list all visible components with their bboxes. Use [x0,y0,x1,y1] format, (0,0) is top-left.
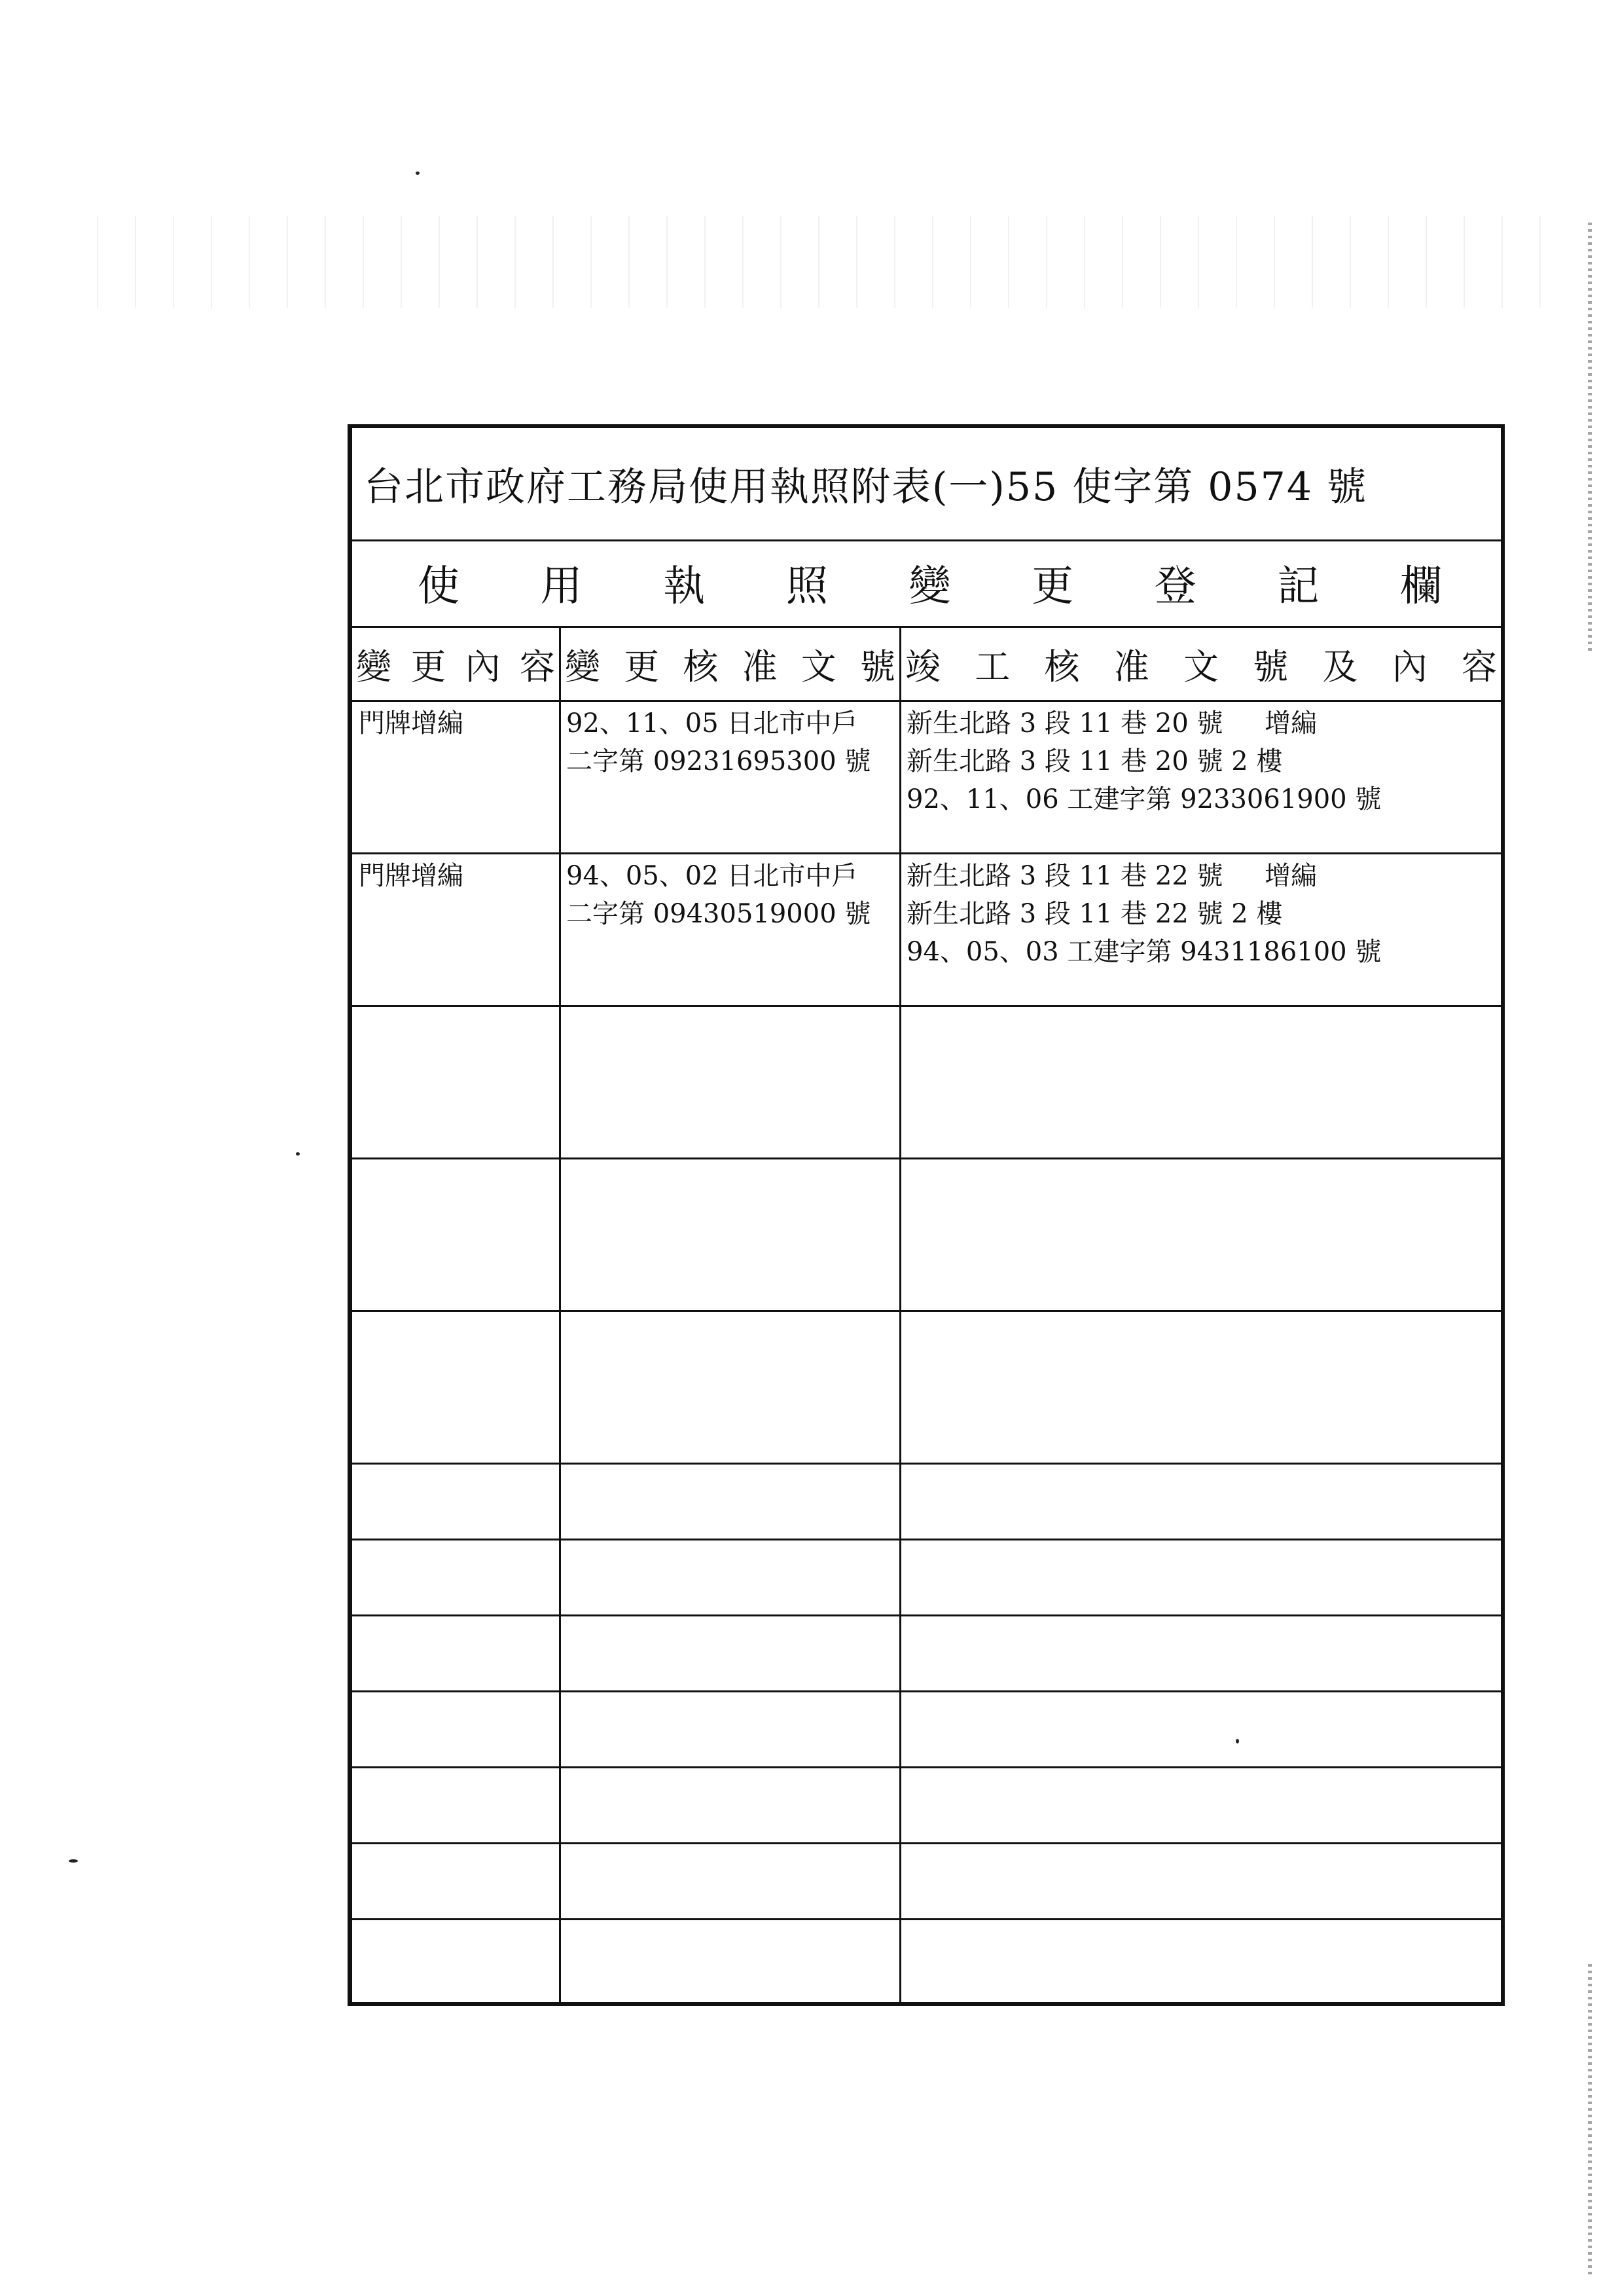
change-registration-banner [352,539,1501,628]
text-line: 94、05、03 工建字第 9431186100 號 [907,937,1382,967]
change-record-table [352,628,1501,2002]
banner-char: 照 [785,562,828,611]
scan-speck [296,1152,300,1156]
entry-completion-content [901,854,1501,1005]
entry-approval-number [561,854,899,1005]
text-line: 92、11、05 日北市中戶 [566,708,858,738]
text-line: 二字第 09231695300 號 [566,746,871,776]
scan-edge-noise [1588,1964,1592,2278]
header-char: 號 [859,646,895,687]
row-divider [352,1842,1501,1844]
text-line: 92、11、06 工建字第 9233061900 號 [907,784,1382,814]
header-char: 號 [1253,646,1289,687]
header-char: 更 [410,646,446,687]
text-line: 二字第 09430519000 號 [566,899,871,929]
text-line: 新生北路 3 段 11 巷 20 號 2 樓 [907,746,1283,776]
header-char: 內 [465,646,501,687]
header-char: 及 [1322,646,1358,687]
header-completion-approval-content [901,628,1501,700]
header-char: 文 [1183,646,1219,687]
row-divider [352,1539,1501,1540]
banner-char: 記 [1277,562,1320,611]
text-line: 94、05、02 日北市中戶 [566,861,858,891]
scan-edge-noise [1588,223,1592,655]
header-char: 准 [1113,646,1149,687]
banner-char: 使 [418,562,459,611]
header-char: 變 [565,646,600,687]
scan-noise-strip [79,216,1577,308]
entry-completion-content [901,702,1501,852]
banner-char: 變 [908,562,951,611]
row-divider [352,1766,1501,1768]
row-divider [352,1005,1501,1007]
banner-char: 執 [663,562,706,611]
header-char: 文 [800,646,836,687]
header-char: 內 [1392,646,1428,687]
header-char: 工 [975,646,1011,687]
row-divider [352,1463,1501,1465]
header-char: 容 [1462,646,1497,687]
entry-change-type: 門牌增編 [359,708,463,738]
scan-speck [69,1859,78,1863]
scan-speck [416,172,420,175]
text-line: 新生北路 3 段 11 巷 22 號 增編 [907,861,1318,891]
entry-approval-number [561,702,899,852]
form-title-text: 台北市政府工務局使用執照附表(一)55 使字第 0574 號 [364,464,1368,510]
text-line: 新生北路 3 段 11 巷 20 號 增編 [907,708,1318,738]
row-divider [352,1918,1501,1920]
header-char: 變 [356,646,391,687]
header-char: 核 [683,646,719,687]
usage-license-form [348,424,1505,2006]
row-divider [352,1310,1501,1312]
header-char: 竣 [905,646,941,687]
text-line: 新生北路 3 段 11 巷 22 號 2 樓 [907,899,1283,929]
header-char: 更 [624,646,660,687]
row-divider [352,1157,1501,1159]
form-title [352,428,1501,541]
header-change-approval-no [561,628,899,700]
banner-char: 登 [1154,562,1196,611]
banner-char: 欄 [1400,562,1442,611]
row-divider [352,1614,1501,1616]
entry-change-type: 門牌增編 [359,861,463,891]
header-char: 准 [742,646,778,687]
header-change-content [352,628,559,700]
header-char: 核 [1044,646,1080,687]
header-char: 容 [519,646,555,687]
banner-char: 用 [540,562,583,611]
row-divider [352,1690,1501,1692]
banner-char: 更 [1032,562,1074,611]
